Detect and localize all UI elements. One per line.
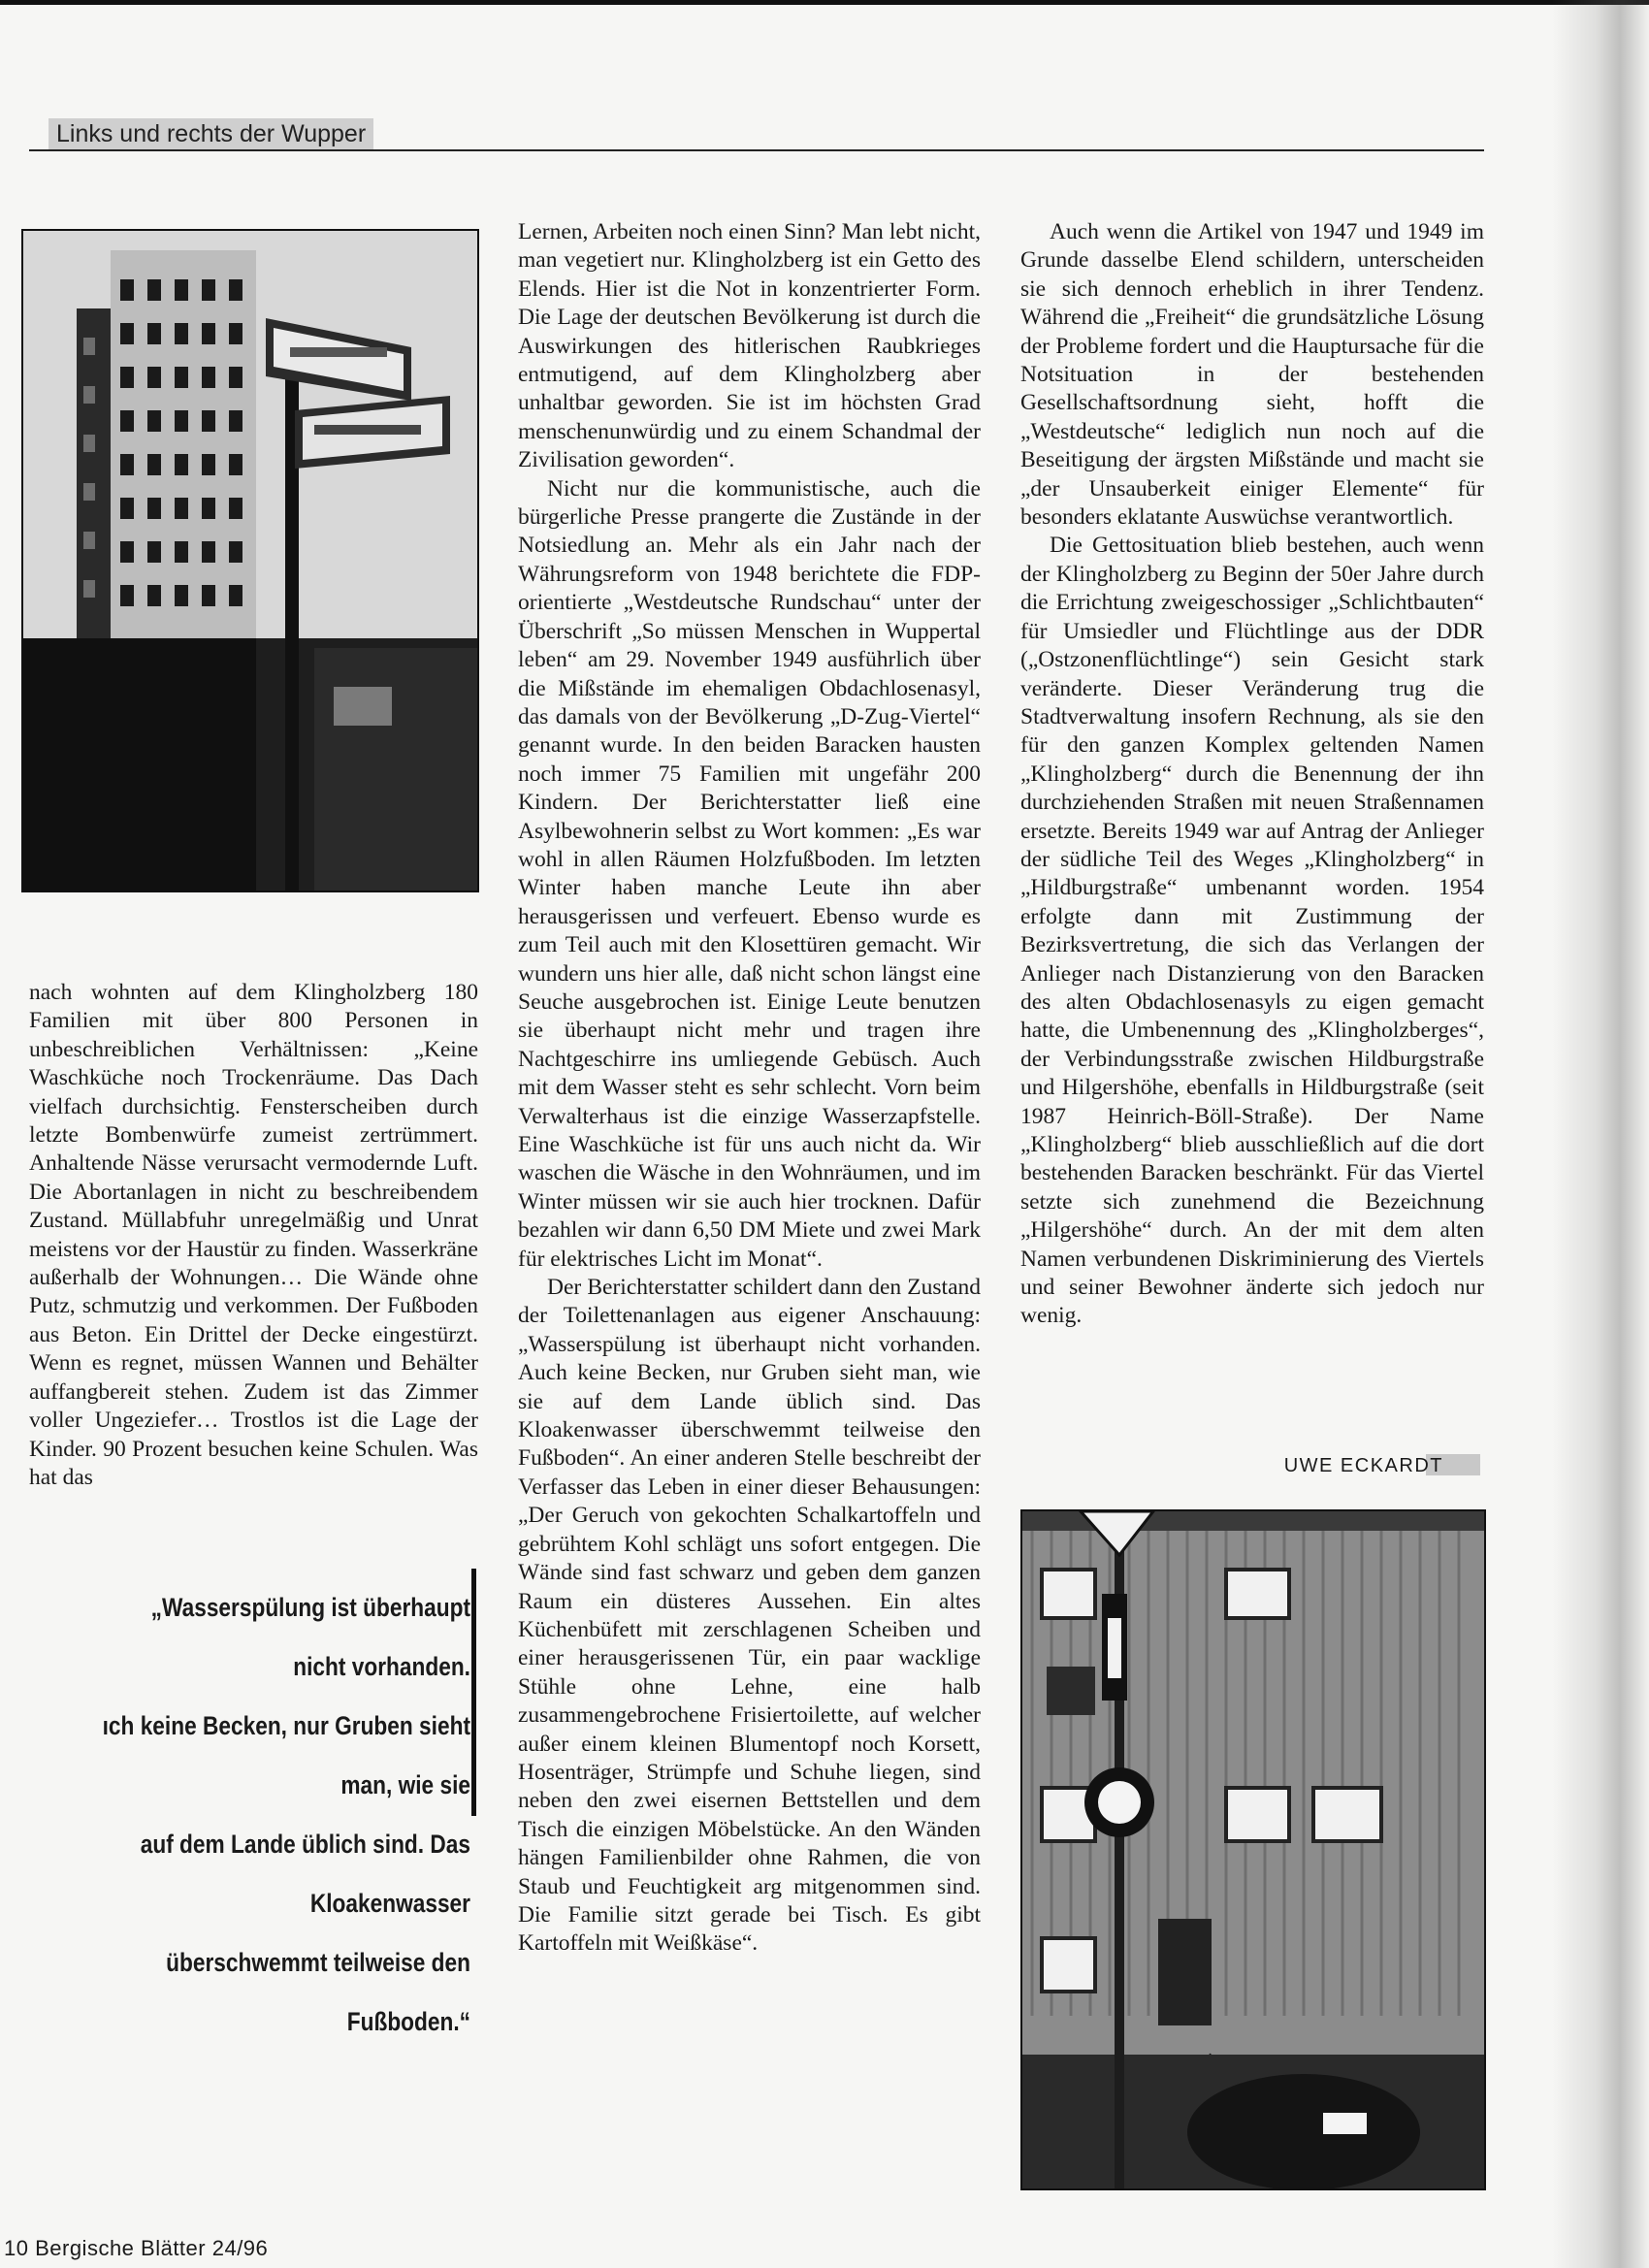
paragraph: nach wohnten auf dem Klingholzberg 180 Familien mit über 800 Personen in unbeschreiblichen Verhältnissen: „Keine Waschküche noch Trockenräume. Das Dach vielfach durchsichtig. Fensterscheiben durch letzte Bombenwürfe zumeist zertrümmert. Anhaltende Nässe verursacht vermodernde Luft. Die Abortanlagen in nicht zu beschreibendem Zustand. Müllabfuhr unregelmäßig und Unrat meistens vor der Haustür zu finden. Wasserkräne außerhalb der Wohnungen… Die Wände ohne Putz, schmutzig und verkommen. Der Fußboden aus Beton. Ein Drittel der Decke eingestürzt. Wenn es regnet, müssen Wannen und Behälter auffangbereit stehen. Zudem ist das Zimmer voller Ungeziefer… Trostlos ist die Lage der Kinder. 90 Prozent besuchen keine Schulen. Was hat das: [29, 980, 478, 1490]
page-header: [29, 114, 1484, 153]
header-rule: [29, 149, 1484, 151]
photo-highrise-street-signs: [21, 229, 479, 892]
page-footer: 10 Bergische Blätter 24/96: [4, 2236, 269, 2260]
pull-quote-bar: [471, 1569, 476, 1816]
pull-quote: [100, 1578, 470, 2052]
photo-housing-block-traffic-signs: [1020, 1509, 1486, 2190]
pull-quote-line: ıch keine Becken, nur Gruben sieht man, wie sie: [102, 1711, 471, 1799]
scan-shadow-edge: [1552, 0, 1649, 2268]
paragraph: Auch wenn die Artikel von 1947 und 1949 im Grunde dasselbe Elend schildern, unterscheiden sie sich dennoch erheblich in ihrer Tendenz. Während die „Freiheit“ die grundsätzliche Lösung der Probleme fordert und die Hauptursache für die Notsituation in der bestehenden Gesellschaftsordnung sieht, hofft die „Westdeutsche“ lediglich nun noch auf die Beseitigung der ärgsten Mißstände und macht sie „der Unsauberkeit einiger Elemente“ für besonders eklatante Auswüchse verantwortlich.: [1020, 219, 1484, 531]
pull-quote-line: auf dem Lande üblich sind. Das Kloakenwasser: [140, 1830, 471, 1918]
column-left: [29, 979, 478, 1492]
paragraph: Lernen, Arbeiten noch einen Sinn? Man lebt nicht, man vegetiert nur. Klingholzberg ist ein Getto des Elends. Hier ist die Not in konzentrierter Form. Die Lage der deutschen Bevölkerung ist durch die Auswirkungen des hitlerischen Raubkrieges entmutigend, auf dem Klingholzberg aber unhaltbar geworden. Sie ist im höchsten Grad menschenunwürdig und zu einem Schandmal der Zivilisation geworden“.: [518, 219, 981, 473]
pull-quote-line: „Wasserspülung ist überhaupt nicht vorhanden.: [150, 1593, 470, 1681]
column-right: [1020, 218, 1484, 1331]
pull-quote-line: überschwemmt teilweise den Fußboden.“: [166, 1948, 470, 2036]
paragraph: Der Berichterstatter schildert dann den Zustand der Toilettenanlagen aus eigener Anschauung: „Wasserspülung ist überhaupt nicht vorhanden. Auch keine Becken, nur Gruben sieht man, wie sie auf dem Lande üblich sind. Das Kloakenwasser überschwemmt teilweise den Fußboden“. An einer anderen Stelle beschreibt der Verfasser das Leben in einer dieser Behausungen: „Der Geruch von gekochten Schalkartoffeln und gebrühtem Kohl schlägt uns sofort entgegen. Die Wände sind fast schwarz und geben dem ganzen Raum ein düsteres Aussehen. Ein altes Küchenbüfett mit zerschlagenen Scheiben und einer herausgerissenen Tür, ein paar wacklige Stühle ohne Lehne, eine halb zusammengebrochene Frisiertoilette, auf welcher außer einem kleinen Blumentopf noch Korsett, Hosenträger, Strümpfe und Schuhe liegen, sind neben den zwei eisernen Bettstellen und dem Tisch die einzigen Möbelstücke. An den Wänden hängen Familienbilder ohne Rahmen, die von Staub und Feuchtigkeit arg mitgenommen sind. Die Familie sitzt gerade bei Tisch. Es gibt Kartoffeln mit Weißkäse“.: [518, 1275, 981, 1957]
paragraph: Die Gettosituation blieb bestehen, auch wenn der Klingholzberg zu Beginn der 50er Jahre durch die Errichtung zweigeschossiger „Schlichtbauten“ für Umsiedler und Flüchtlinge aus der DDR („Ostzonenflüchtlinge“) sein Gesicht stark veränderte. Dieser Veränderung trug die Stadtverwaltung insofern Rechnung, als sie den für den ganzen Komplex geltenden Namen „Klingholzberg“ durch die Benennung der ihn durchziehenden Straßen mit neuen Straßennamen ersetzte. Bereits 1949 war auf Antrag der Anlieger der südliche Teil des Weges „Klingholzberg“ in „Hildburgstraße“ umbenannt worden. 1954 erfolgte dann mit Zustimmung der Bezirksvertretung, die sich das Verlangen der Anlieger nach Distanzierung von den Baracken des alten Obdachlosenasyls zu eigen gemacht hatte, die Umbenennung des „Klingholzberges“, der Verbindungsstraße zwischen Hildburgstraße und Hilgershöhe, ebenfalls in Hildburgstraße (seit 1987 Heinrich-Böll-Straße). Der Name „Klingholzberg“ blieb ausschließlich auf die dort bestehenden Baracken beschränkt. Für das Viertel setzte sich zunehmend die Bezeichnung „Hilgershöhe“ durch. An der mit dem alten Namen verbundenen Diskriminierung des Viertels und seiner Bewohner änderte sich jedoch nur wenig.: [1020, 533, 1484, 1329]
paragraph: Nicht nur die kommunistische, auch die bürgerliche Presse prangerte die Zustände in der Notsiedlung an. Mehr als ein Jahr nach der Währungsreform von 1948 berichtete die FDP-orientierte „Westdeutsche Rundschau“ unter der Überschrift „So müssen Menschen in Wuppertal leben“ am 29. November 1949 ausführlich über die Mißstände im ehemaligen Obdachlosenasyl, das damals von der Bevölkerung „D-Zug-Viertel“ genannt wurde. In den beiden Baracken hausten noch immer 75 Familien mit ungefähr 200 Kindern. Der Berichterstatter ließ eine Asylbewohnerin selbst zu Wort kommen: „Es war wohl in allen Räumen Holzfußboden. Im letzten Winter haben manche Leute ihn aber herausgerissen und verfeuert. Ebenso wurde es zum Teil auch mit den Klosettüren gemacht. Wir wundern uns hier alle, daß nicht schon längst eine Seuche ausgebrochen ist. Einige Leute benutzen sie überhaupt nicht mehr und tragen ihre Nachtgeschirre ins umliegende Gebüsch. Auch mit dem Wasser steht es sehr schlecht. Vorn beim Verwalterhaus ist die einzige Wasserzapfstelle. Eine Waschküche ist für uns auch nicht da. Wir waschen die Wäsche in den Wohnräumen, und im Winter müssen wir sie auch hier trocknen. Dafür bezahlen wir dann 6,50 DM Miete und zwei Mark für elektrisches Licht im Monat“.: [518, 475, 981, 1272]
column-middle: [518, 218, 981, 1959]
top-border: [0, 0, 1649, 5]
author-byline: UWE ECKARDT: [1283, 1455, 1443, 1476]
section-title: Links und rechts der Wupper: [48, 118, 373, 151]
